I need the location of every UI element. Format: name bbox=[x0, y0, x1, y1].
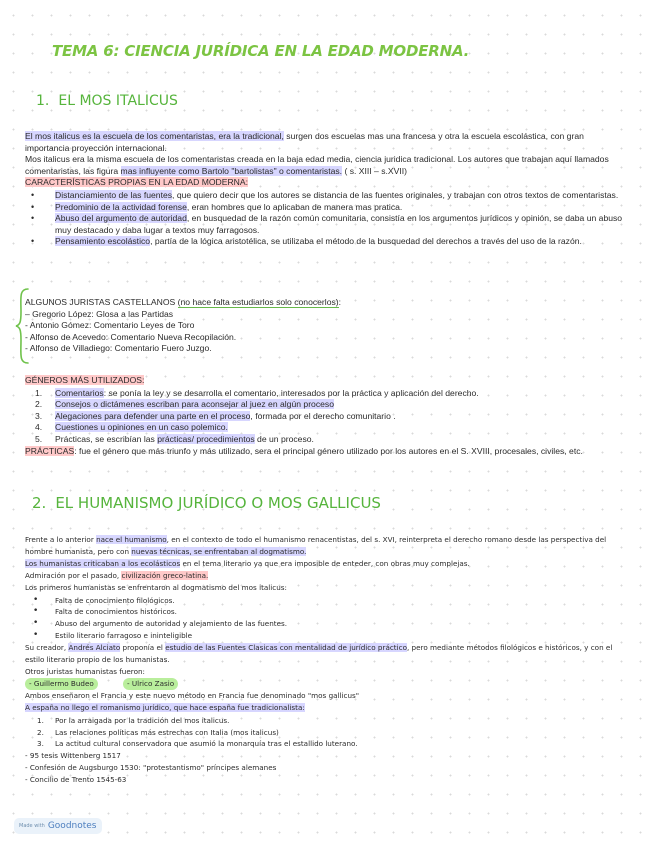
section-2-title: EL HUMANISMO JURÍDICO O MOS GALLICUS bbox=[55, 494, 381, 512]
item-text: : se ponía la ley y se desarrolla el comentario, interesados por la práctica y aplicación del derecho. bbox=[103, 387, 479, 398]
item-lead: Distanciamiento de las fuentes bbox=[55, 189, 173, 200]
made-with-label: Made with bbox=[19, 823, 45, 829]
reasons-list bbox=[25, 715, 627, 751]
practicas-text: : fue el género que más triunfo y más utilizado, sera el principal género utilizado por los autores en el S. XVIII, procesales, civiles, etc. bbox=[74, 445, 583, 456]
highlight: nace el humanismo bbox=[96, 535, 167, 544]
text: Admiración por el pasado, bbox=[25, 570, 122, 580]
item-text: , en busquedad de la razón común comunitaria, consistía en los argumentos jurídicos y opinión, se daba un abuso muy destacado y daba lugar a textos muy farragosos. bbox=[55, 213, 623, 235]
highlight: estudio de las Fuentes Clasicas con mentalidad de jurídico práctico bbox=[165, 643, 407, 653]
item-text: , eran hombres que lo aplicaban de manera mas pratica. bbox=[186, 201, 403, 212]
list-item: • Falta de conocimientos históricos. bbox=[55, 606, 627, 618]
item-number: 2. bbox=[37, 727, 44, 737]
text: Su creador, bbox=[25, 643, 69, 653]
jurists-block bbox=[25, 297, 627, 355]
item-text: , formada por el derecho comunitario . bbox=[250, 410, 396, 421]
genres-list bbox=[25, 388, 627, 446]
jurist-pill: - Ulrico Zasio bbox=[123, 678, 178, 690]
highlight: civilización greco-latina. bbox=[121, 570, 209, 580]
criticism-list bbox=[25, 595, 627, 643]
item-number: 3. bbox=[37, 739, 44, 749]
item-lead: Abuso del argumento de autoridad bbox=[55, 213, 187, 224]
item-lead: Pensamiento escolástico bbox=[55, 236, 151, 247]
jurists-heading-main: ALGUNOS JURISTAS CASTELLANOS bbox=[25, 297, 178, 307]
list-item: - Confesión de Augsburgo 1530: "protestantismo" príncipes alemanes bbox=[25, 763, 277, 773]
list-item bbox=[37, 715, 627, 727]
item-text: de un proceso. bbox=[254, 433, 314, 444]
list-item: • Falta de conocimiento filológicos. bbox=[55, 595, 627, 607]
text: en el tema literario ya que era imposible de enteder, con obras muy complejas. bbox=[180, 558, 470, 568]
item-lead: Cuestiones u opiniones en un caso polemico. bbox=[55, 422, 228, 433]
intro-text-2: Mos italicus era la misma escuela de los comentaristas creada en la baja edad media, ciencia juridica tradicional. Los autores que trabajan aquí llamados comentaristas, las figura bbox=[25, 154, 609, 176]
paragraph bbox=[25, 702, 627, 714]
paragraph: Ambos enseñaron el Francia y este nuevo método en Francia fue denominado "mos gallicus" bbox=[25, 690, 360, 700]
intro-highlight-2: mas influyente como Bartolo "bartolistas" o comentaristas. bbox=[120, 165, 343, 176]
item-number: 5. bbox=[35, 433, 43, 444]
section-1-title: EL MOS ITALICUS bbox=[58, 93, 178, 109]
item-number: 2. bbox=[35, 399, 43, 410]
list-item bbox=[35, 399, 627, 411]
text: , en el contexto de todo el humanismo renacentistas, del s. XVI, reinterpreta el derecho romano desde las perspectiva del hombre humanista, pero con bbox=[25, 535, 607, 556]
item-lead: Consejos o dictámenes escriban para aconsejar al juez en algún proceso bbox=[55, 399, 334, 410]
list-item bbox=[35, 387, 627, 400]
paragraph: Otros juristas humanistas fueron: bbox=[25, 666, 145, 676]
list-item bbox=[37, 727, 627, 739]
item-pre: Prácticas, se escribían las bbox=[55, 433, 158, 444]
text: Frente a lo anterior bbox=[25, 535, 97, 544]
section-2-number: 2. bbox=[32, 494, 47, 512]
item-number: 3. bbox=[35, 410, 43, 421]
item-text: , que quiero decir que los autores se distancia de las fuentes originales, y trabajan con otros textos de comentaristas. bbox=[172, 189, 619, 200]
list-item bbox=[35, 422, 627, 434]
highlight: Los humanistas criticaban a los ecolásticos bbox=[25, 558, 181, 568]
intro-paragraph-2 bbox=[25, 154, 627, 177]
highlight: A españa no llego el romanismo jurídico, que hace españa fue tradicionalista: bbox=[25, 702, 305, 712]
genres-heading: GÉNEROS MÁS UTILIZADOS: bbox=[25, 375, 145, 385]
list-item bbox=[55, 202, 627, 214]
page-title: TEMA 6: CIENCIA JURÍDICA EN LA EDAD MODERNA. bbox=[52, 42, 470, 60]
intro-paragraph-1 bbox=[25, 131, 627, 154]
item-text: Por la arraigada por la tradición del mos italicus. bbox=[55, 715, 230, 725]
practicas-label: PRÁCTICAS bbox=[25, 445, 75, 456]
list-item: - Concilio de Trento 1545-63 bbox=[25, 775, 127, 785]
characteristics-list bbox=[25, 190, 627, 248]
section-1-number: 1. bbox=[36, 93, 50, 109]
section-1-body bbox=[25, 131, 627, 248]
practicas-paragraph bbox=[25, 446, 627, 458]
list-item: - Alfonso de Acevedo: Comentario Nueva Recopilación. bbox=[25, 331, 237, 342]
item-lead: Comentarios bbox=[55, 387, 104, 398]
goodnotes-badge bbox=[14, 818, 102, 834]
other-jurists bbox=[25, 678, 627, 690]
item-lead: Alegaciones para defender una parte en el proceso bbox=[55, 410, 251, 421]
list-item: - Alfonso de Villadiego: Comentario Fuero Juzgo. bbox=[25, 343, 212, 354]
item-text: , partía de la lógica aristotélica, se utilizaba el método de la busquedad del derechos a través del uso de la razón. bbox=[150, 236, 582, 247]
list-item: • Estilo literario farragoso e ininteligible bbox=[55, 630, 627, 642]
list-item bbox=[55, 236, 627, 248]
item-text: Las relaciones políticas más estrechas con Italia (mos italicus) bbox=[55, 727, 279, 737]
highlight: Andrés Alciato bbox=[68, 643, 121, 653]
list-item: – Gregorio López: Glosa a las Partidas bbox=[25, 308, 174, 319]
list-item bbox=[35, 433, 627, 446]
paragraph bbox=[25, 534, 627, 558]
goodnotes-logo: Goodnotes bbox=[47, 821, 97, 831]
intro-dates: ( s. XIII – s.XVII) bbox=[342, 165, 408, 176]
highlight: nuevas técnicas, se enfrentaban al dogmatismo. bbox=[131, 546, 307, 556]
paragraph bbox=[25, 642, 627, 666]
item-lead: prácticas/ procedimientos bbox=[157, 433, 255, 444]
item-number: 1. bbox=[37, 715, 44, 725]
intro-text: surgen dos escuelas mas una francesa y otra la escuela escolástica, con gran importancia proyección internacional. bbox=[25, 131, 584, 153]
section-2-body bbox=[25, 534, 627, 786]
list-item bbox=[35, 410, 627, 423]
list-item bbox=[55, 213, 627, 236]
intro-highlight: El mos italicus es la escuela de los comentaristas, era la tradicional, bbox=[25, 131, 284, 141]
list-item: - Antonio Gómez: Comentario Leyes de Toro bbox=[25, 320, 195, 331]
item-text: La actitud cultural conservadora que asumió la monarquía tras el estallido luterano. bbox=[55, 739, 358, 749]
text: , pero mediante métodos filológicos e históricos, y con el estilo literario propio de los humanistas. bbox=[25, 643, 613, 665]
list-item bbox=[55, 190, 627, 202]
characteristics-heading: CARACTERÍSTICAS PROPIAS EN LA EDAD MODERNA: bbox=[25, 177, 249, 188]
section-1-heading bbox=[36, 93, 178, 109]
list-item bbox=[37, 738, 627, 750]
genres-block bbox=[25, 375, 627, 457]
section-2-heading bbox=[32, 494, 381, 512]
item-number: 4. bbox=[35, 422, 43, 433]
jurists-note: (no hace falta estudiarlos solo conocerlos) bbox=[177, 297, 339, 307]
jurists-colon: : bbox=[338, 297, 342, 307]
paragraph bbox=[25, 558, 627, 570]
paragraph bbox=[25, 570, 627, 582]
paragraph: Los primeros humanistas se enfrentaron al dogmatismo del mos italicus: bbox=[25, 582, 287, 592]
jurists-heading bbox=[25, 297, 627, 309]
item-lead: Predominio de la actividad forense bbox=[55, 201, 187, 212]
text: proponía el bbox=[120, 643, 166, 653]
list-item: • Abuso del argumento de autoridad y alejamiento de las fuentes. bbox=[55, 618, 627, 630]
jurist-pill: - Guillermo Budeo bbox=[25, 678, 98, 690]
item-number: 1. bbox=[35, 387, 43, 398]
list-item: - 95 tesis Wittenberg 1517 bbox=[25, 751, 121, 761]
